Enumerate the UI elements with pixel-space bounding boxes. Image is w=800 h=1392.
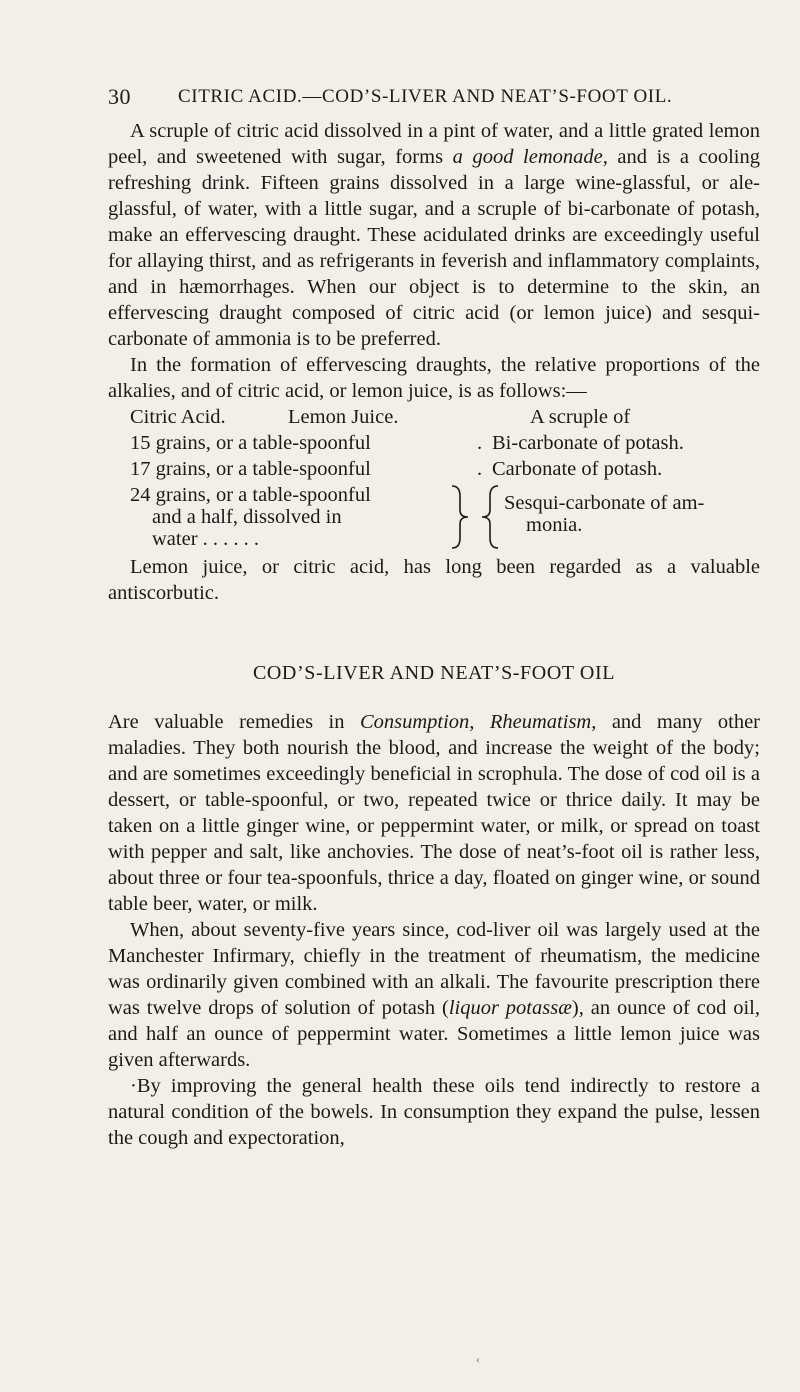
paragraph-manchester [108, 917, 760, 1073]
page-number: 30 [108, 84, 131, 109]
paragraph-text: A scruple of citric acid dissolved in a pint of water, and a little grated lemon peel, and sweetened with sugar, forms [108, 120, 760, 168]
paragraph-antiscorbutic: Lemon juice, or citric acid, has long been regarded as a valuable antiscorbutic. [108, 556, 760, 604]
italic-phrase: a good lemonade, [452, 146, 608, 168]
running-title: CITRIC ACID.—COD’S-LIVER AND NEAT’S-FOOT OIL. [178, 86, 673, 107]
paragraph-text: Are valuable remedies in [108, 711, 360, 733]
table-row-1-left: 15 grains, or a table-spoonful [130, 432, 371, 454]
page-header [108, 78, 760, 118]
table-header-scruple: A scruple of [530, 406, 631, 428]
table-row-3-left-line-1: 24 grains, or a table-spoonful [130, 484, 371, 506]
paragraph-remedies [108, 709, 760, 917]
table-row-1-leader: . [477, 432, 483, 454]
paragraph-general-health: ·By improving the general health these oils tend indirectly to restore a natural condition of the bowels. In consumption they expand the pulse, lessen the cough and expectoration, [108, 1075, 760, 1149]
brace-icon [448, 484, 502, 550]
book-page [108, 78, 760, 1151]
italic-phrase: Consumption, Rheumatism, [359, 711, 597, 733]
table-row-1-right: Bi-carbonate of potash. [492, 432, 684, 454]
paragraph-proportions: In the formation of effervescing draughts, the relative proportions of the alkalies, and of citric acid, or lemon juice, is as follows:— [108, 354, 760, 402]
paragraph-text: When, about seventy-five years since, cod-liver oil was largely used at the Manchester Infirmary, chiefly in the treatment of rheumatism, the medicine was ordinarily given combined with an alkali. The favourite prescription there was twelve drops of solution of potash ( [108, 919, 760, 1019]
paragraph-text: ), an ounce of cod oil, and half an ounce of peppermint water. Sometimes a little lemon juice was given afterwards. [108, 997, 760, 1071]
proportions-table [108, 404, 760, 554]
italic-phrase: liquor potassæ [448, 997, 572, 1019]
table-row-2-leader: . [477, 458, 483, 480]
table-row-3-right-line-1: Sesqui-carbonate of am- [504, 492, 705, 514]
table-row-3-right-line-2: monia. [526, 514, 583, 536]
paragraph-text: and is a cooling refreshing drink. Fifteen grains dissolved in a large wine-glassful, or ale-glassful, of water, with a little sugar, and a scruple of bi-carbonate of potash, make an effervescing draught. These acidulated drinks are exceedingly useful for allaying thirst, and as refrigerants in feverish and inflammatory complaints, and in hæmorrhages. When our object is to determine to the skin, an effervescing draught composed of citric acid (or lemon juice) and sesqui-carbonate of ammonia is to be preferred. [108, 146, 760, 350]
table-row-2-left: 17 grains, or a table-spoonful [130, 458, 371, 480]
table-header-citric-acid: Citric Acid. [130, 406, 226, 428]
table-row-3-left-line-2: and a half, dissolved in [152, 506, 342, 528]
footer-mark: ‹ [476, 1352, 480, 1366]
section-heading: COD’S-LIVER AND NEAT’S-FOOT OIL [252, 662, 616, 684]
table-header-lemon-juice: Lemon Juice. [288, 406, 399, 428]
paragraph-lemonade [108, 118, 760, 352]
paragraph-text: and many other maladies. They both nourish the blood, and increase the weight of the body; and are sometimes exceedingly beneficial in scrophula. The dose of cod oil is a dessert, or table-spoonful, or two, repeated twice or thrice daily. It may be taken on a little ginger wine, or peppermint water, or milk, or spread on toast with pepper and salt, like anchovies. The dose of neat’s-foot oil is rather less, about three or four tea-spoonfuls, thrice a day, floated on ginger wine, or sound table beer, water, or milk. [108, 711, 761, 915]
table-row-3-left-line-3: water . . . . . . [152, 528, 260, 550]
table-row-2-right: Carbonate of potash. [492, 458, 663, 480]
